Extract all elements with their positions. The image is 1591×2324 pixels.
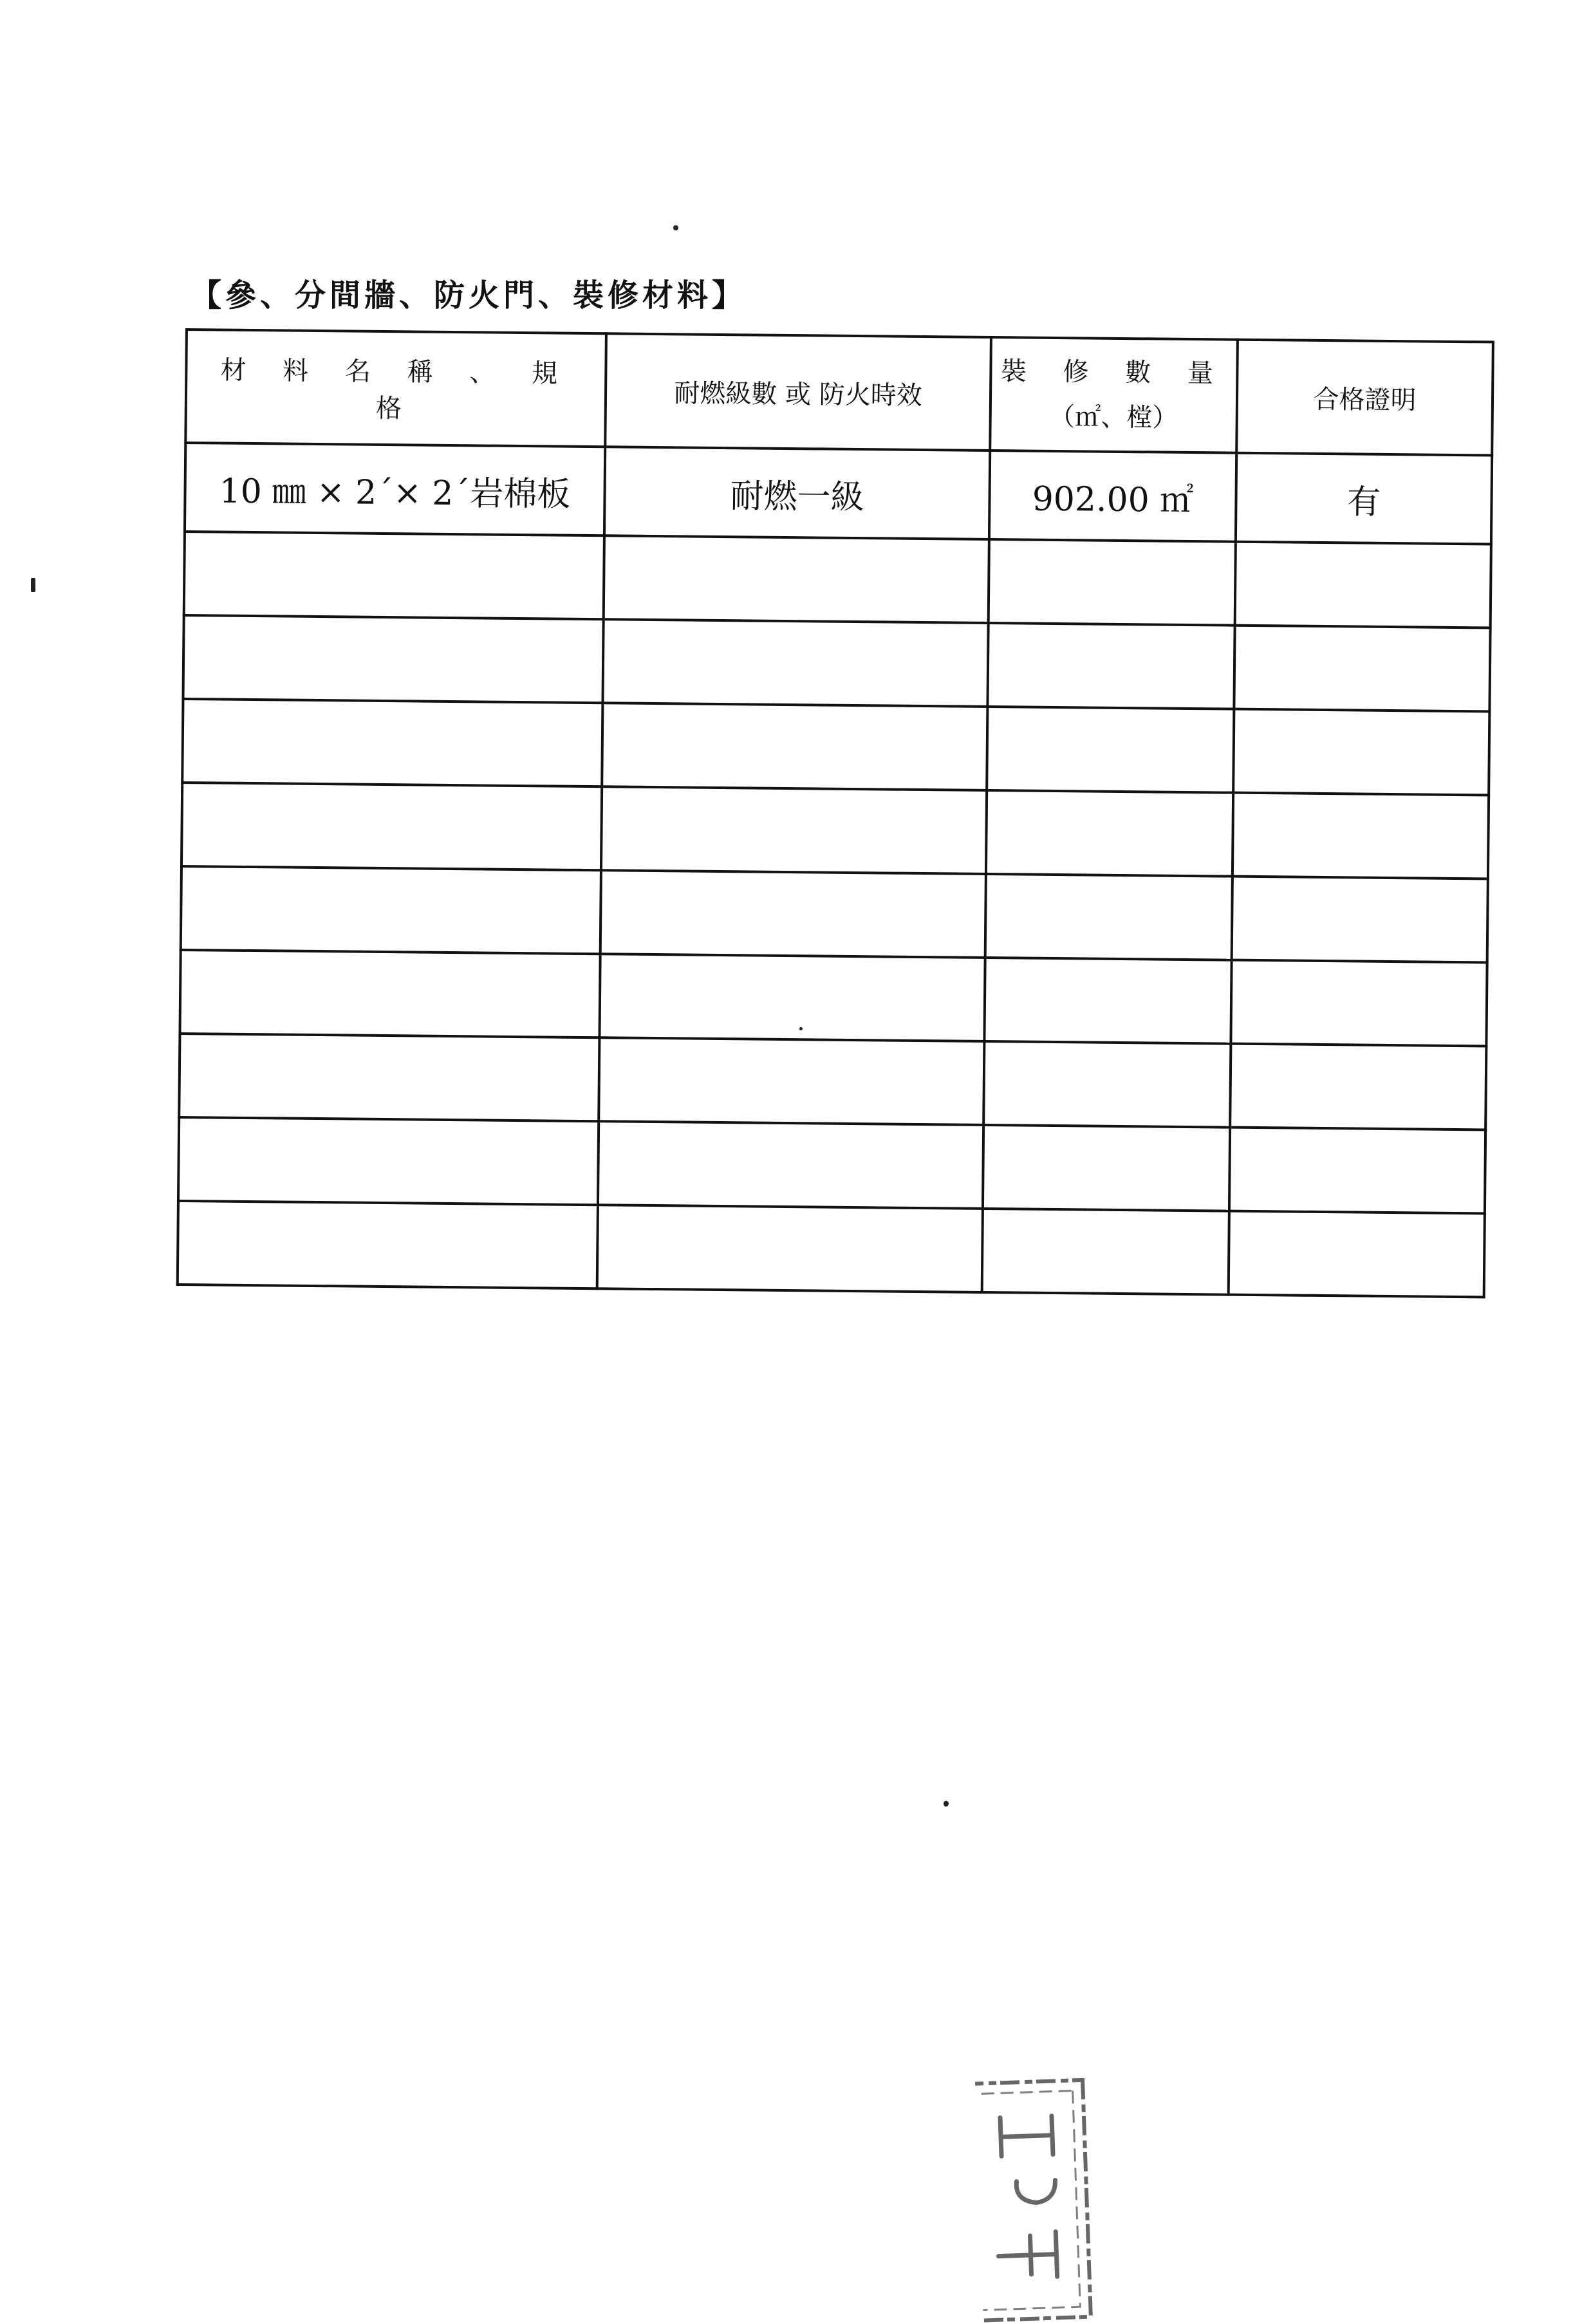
cell-material [179, 1034, 599, 1121]
header-rating [605, 333, 991, 451]
cell-quantity [983, 1041, 1231, 1128]
cell-material [181, 783, 602, 870]
cell-quantity [987, 707, 1234, 793]
table-row [179, 1034, 1486, 1129]
stamp-seal-icon [975, 2076, 1097, 2324]
cell-certificate [1234, 626, 1490, 712]
header-quantity-label: 裝 修 數 量 [1000, 357, 1228, 389]
official-stamp [975, 2076, 1097, 2324]
header-certificate-label: 合格證明 [1313, 384, 1417, 415]
table-row [178, 1117, 1485, 1213]
cell-rating [604, 535, 989, 623]
header-quantity [990, 337, 1238, 453]
table-row [178, 1201, 1485, 1297]
cell-rating: 耐燃一級 [604, 447, 990, 539]
cell-quantity [984, 958, 1231, 1044]
cell-quantity [985, 874, 1233, 960]
cell-certificate [1231, 960, 1487, 1046]
cell-quantity [987, 623, 1234, 709]
cell-certificate [1230, 1044, 1486, 1130]
cell-certificate [1233, 793, 1489, 879]
table-row [181, 866, 1488, 962]
cell-quantity: 902.00 ㎡ [989, 451, 1236, 542]
section-title: 【參、分間牆、防火門、裝修材料】 [191, 277, 747, 313]
cell-quantity [989, 539, 1236, 626]
header-material [185, 330, 606, 447]
cell-material [184, 532, 604, 619]
table-row [183, 615, 1490, 711]
table-header-row [185, 330, 1493, 455]
header-quantity-unit: （㎡、樘） [1049, 402, 1178, 433]
materials-table [176, 328, 1494, 1298]
cell-rating [602, 703, 987, 790]
cell-material: 10 ㎜ × 2´× 2´岩棉板 [185, 443, 605, 535]
scan-speck [944, 1801, 949, 1807]
cell-rating [600, 870, 986, 958]
cell-rating [602, 619, 988, 707]
header-rating-label: 耐燃級數 或 防火時效 [674, 378, 922, 411]
table-row [181, 783, 1489, 878]
table-row [180, 950, 1487, 1046]
table-row [182, 699, 1489, 795]
scan-speck [799, 1027, 803, 1030]
scan-speck [673, 225, 678, 230]
cell-material [178, 1117, 599, 1205]
scan-speck [31, 578, 35, 592]
cell-rating [601, 786, 987, 874]
cell-certificate [1233, 709, 1489, 795]
cell-material [180, 950, 600, 1037]
header-material-label: 材 料 名 稱 、 規 格 [220, 355, 572, 424]
cell-rating [599, 1037, 984, 1125]
cell-quantity [982, 1209, 1229, 1295]
cell-rating [598, 1121, 983, 1209]
cell-quantity [986, 790, 1233, 877]
cell-material [183, 615, 603, 703]
table-row [185, 443, 1492, 544]
cell-quantity [983, 1125, 1230, 1211]
cell-certificate [1232, 877, 1488, 963]
cell-rating [599, 954, 985, 1041]
cell-certificate [1229, 1211, 1485, 1297]
cell-rating [597, 1205, 983, 1292]
cell-material [181, 866, 601, 954]
cell-material [178, 1201, 598, 1288]
header-certificate [1236, 340, 1493, 456]
cell-certificate [1235, 542, 1491, 628]
table-row [184, 532, 1491, 627]
cell-certificate: 有 [1236, 453, 1492, 544]
cell-certificate [1229, 1128, 1485, 1214]
cell-material [182, 699, 602, 786]
